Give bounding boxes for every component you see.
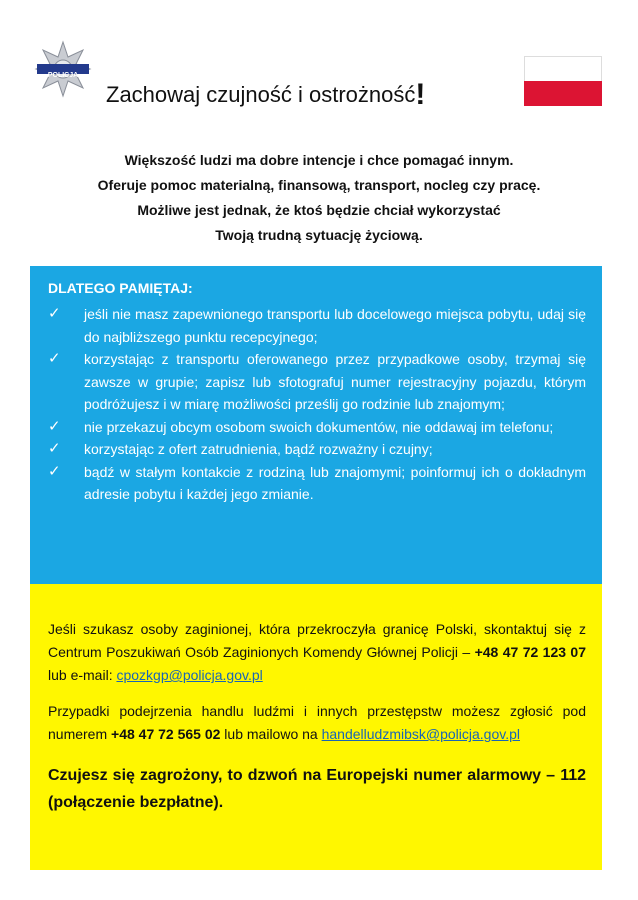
missing-phone: +48 47 72 123 07 <box>474 644 587 660</box>
missing-text: Jeśli szukasz osoby zaginionej, która przekroczyła granicę Polski, skontaktuj się z Centrum Poszukiwań Osób Zaginionych Komendy Głównej Policji – <box>48 621 586 660</box>
checkmark-icon: ✓ <box>48 462 61 480</box>
checkmark-icon: ✓ <box>48 305 61 322</box>
missing-persons-paragraph <box>48 618 586 687</box>
title-exclamation: ! <box>415 78 426 111</box>
poland-flag-icon <box>524 56 602 106</box>
flag-red-stripe <box>524 81 602 106</box>
list-item-text: jeśli nie masz zapewnionego transportu lub docelowego miejsca pobytu, udaj się do najbliższego punktu recepcyjnego; <box>84 306 586 345</box>
list-item-text: korzystając z transportu oferowanego przez przypadkowe osoby, trzymaj się zawsze w grupie; zapisz lub sfotografuj numer rejestracyjny pojazdu, którym podróżujesz i w miarę możliwości prześlij go rodzinie lub znajomym; <box>84 351 586 412</box>
checkmark-icon: ✓ <box>48 350 61 367</box>
trafficking-text: Przypadki podejrzenia handlu ludźmi i innych przestępstw możesz zgłosić pod numerem <box>48 703 586 742</box>
police-star-logo-icon <box>28 40 98 98</box>
intro-text <box>30 148 608 248</box>
flag-white-stripe <box>524 56 602 81</box>
intro-line: Większość ludzi ma dobre intencje i chce pomagać innym. <box>124 152 514 168</box>
intro-line: Oferuje pomoc materialną, finansową, transport, nocleg czy pracę. <box>97 177 541 193</box>
checkmark-icon: ✓ <box>48 417 61 435</box>
trafficking-phone: +48 47 72 565 02 <box>111 726 221 742</box>
emergency-alarm-text: Czujesz się zagrożony, to dzwoń na Europejski numer alarmowy – 112 (połączenie bezpłatne). <box>48 767 586 811</box>
list-item-text: korzystając z ofert zatrudnienia, bądź rozważny i czujny; <box>84 441 433 457</box>
header <box>0 0 638 130</box>
reminder-heading: DLATEGO PAMIĘTAJ: <box>48 280 193 296</box>
missing-email-link[interactable]: cpozkgp@policja.gov.pl <box>116 667 263 683</box>
reminder-box <box>30 266 602 584</box>
list-item <box>48 348 586 416</box>
trafficking-paragraph <box>48 700 586 746</box>
list-item <box>48 438 586 461</box>
contact-box <box>30 584 602 870</box>
checkmark-icon: ✓ <box>48 440 61 457</box>
list-item-text: bądź w stałym kontakcie z rodziną lub znajomymi; poinformuj ich o dokładnym adresie pobytu i każdej jego zmianie. <box>84 463 586 502</box>
title-text: Zachowaj czujność i ostrożność <box>106 82 416 107</box>
intro-line: Możliwe jest jednak, że ktoś będzie chciał wykorzystać <box>137 202 501 218</box>
list-item-text: nie przekazuj obcym osobom swoich dokumentów, nie oddawaj im telefonu; <box>84 418 554 435</box>
list-item <box>48 303 586 348</box>
list-item <box>48 416 586 439</box>
logo-text: POLICJA <box>47 72 79 79</box>
intro-line: Twoją trudną sytuację życiową. <box>215 227 423 243</box>
trafficking-email-link[interactable]: handelludzmibsk@policja.gov.pl <box>321 726 520 742</box>
reminder-list <box>48 303 586 506</box>
list-item <box>48 461 586 506</box>
trafficking-mid-text: lub mailowo na <box>220 726 322 742</box>
missing-mid-text: lub e-mail: <box>48 667 117 683</box>
page-title <box>106 78 425 112</box>
